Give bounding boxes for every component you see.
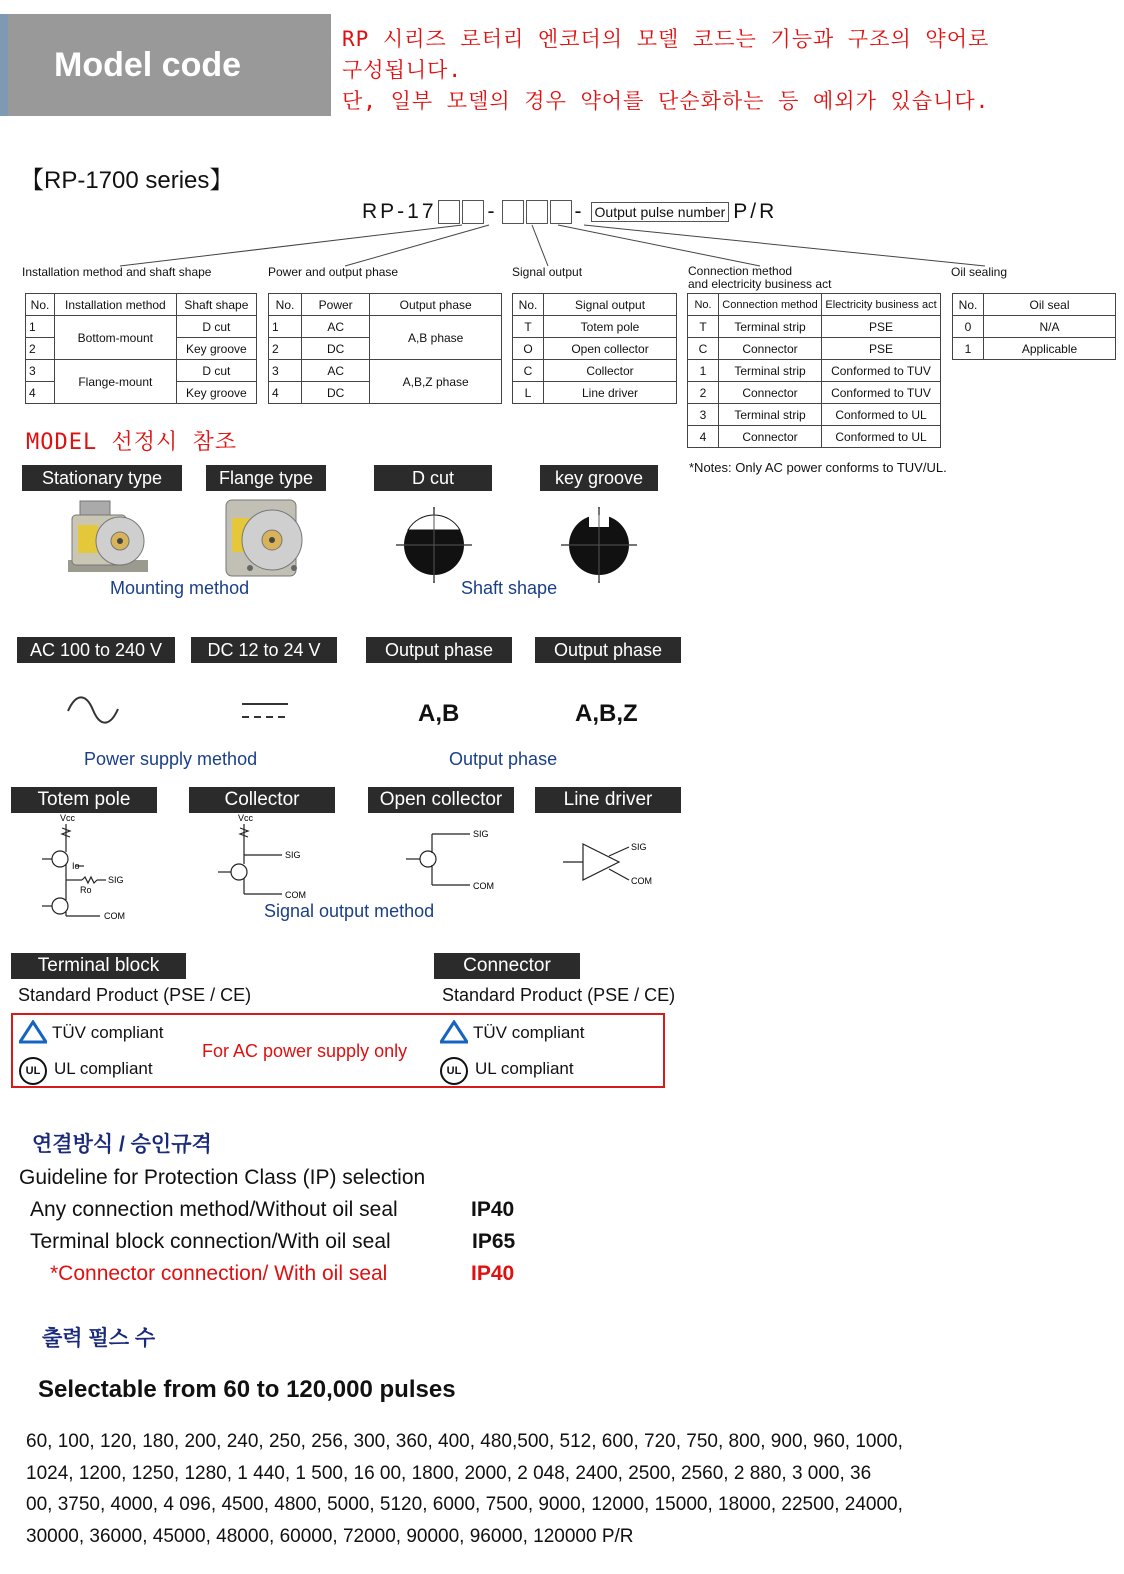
page-title: Model code [8, 14, 331, 116]
svg-text:SIG: SIG [108, 875, 124, 885]
label-keygroove: key groove [540, 465, 658, 491]
install-table: No. Installation method Shaft shape 1 Bottom-mount D cut 2 Key groove 3 Flange-mount D cut 4 Key groove [25, 293, 257, 404]
label-terminal-block: Terminal block [11, 953, 186, 979]
label-flange: Flange type [206, 465, 326, 491]
label-open-collector: Open collector [368, 787, 514, 813]
oil-table: No. Oil seal 0 N/A 1 Applicable [952, 293, 1116, 360]
label-collector: Collector [189, 787, 335, 813]
signal-table: No. Signal output T Totem pole O Open collector C Collector L Line driver [512, 293, 677, 404]
ip-row-value: IP40 [471, 1262, 515, 1285]
connection-table: No. Connection method Electricity business act T Terminal strip PSE C Connector PSE 1 Terminal strip Conformed to TUV 2 Connector Conformed to TUV 3 Terminal strip Conformed to UL 4 Connector Conformed to UL [687, 293, 941, 448]
series-title: 【RP-1700 series】 [20, 167, 234, 194]
pulses-list: 60, 100, 120, 180, 200, 240, 250, 256, 300, 360, 400, 480,500, 512, 600, 720, 750, 800, 900, 960, 1000, 1024, 1200, 1250, 1280, 1 440, 1 500, 16 00, 1800, 2000, 2 048, 2400, 2500, 2560, 2 880, 3 000, 36 00, 3750, 4000, 4 096, 4500, 4800, 5000, 5120, 6000, 7500, 9000, 12000, 15000, 18000, 22500, 24000, 30000, 36000, 45000, 48000, 60000, 72000, 90000, 96000, 120000 P/R [26, 1431, 903, 1547]
dcut-shaft-icon [396, 507, 472, 583]
model-ref-heading: MODEL 선정시 참조 [26, 430, 237, 455]
category-install: Installation method and shaft shape [22, 265, 212, 279]
model-code-pattern: RP-17 - - Output pulse number P/R [362, 200, 778, 223]
svg-text:COM: COM [473, 881, 494, 891]
caption-shaft: Shaft shape [461, 578, 558, 598]
label-output-phase-1: Output phase [366, 637, 512, 663]
label-output-phase-2: Output phase [535, 637, 681, 663]
pulses-title: Selectable from 60 to 120,000 pulses [38, 1376, 456, 1403]
svg-text:Io: Io [72, 861, 80, 871]
tuv-logo-icon [440, 1020, 468, 1044]
caption-mounting: Mounting method [110, 578, 250, 598]
label-stationary: Stationary type [22, 465, 182, 491]
ul-logo-icon: UL [440, 1057, 468, 1085]
category-power: Power and output phase [268, 265, 399, 279]
header-description: RP 시리즈 로터리 엔코더의 모델 코드는 기능과 구조의 약어로 구성됩니다. 단, 일부 모델의 경우 약어를 단순화하는 등 예외가 있습니다. [342, 27, 990, 113]
dc-symbol-icon [240, 700, 290, 722]
flange-encoder-image [220, 492, 310, 582]
totem-pole-circuit [30, 812, 140, 922]
caption-power: Power supply method [84, 749, 258, 769]
ip-kr-title: 연결방식 / 승인규격 [32, 1133, 212, 1156]
ip-row-value: IP65 [472, 1230, 516, 1253]
svg-text:COM: COM [631, 876, 652, 886]
ul-compliant-left: UL compliant [54, 1059, 153, 1078]
phase-abz: A,B,Z [575, 700, 638, 727]
svg-text:SIG: SIG [473, 829, 489, 839]
ul-compliant-right: UL compliant [475, 1059, 574, 1078]
category-oil: Oil sealing [951, 265, 1008, 279]
stationary-encoder-image [58, 495, 158, 581]
label-dc: DC 12 to 24 V [191, 637, 337, 663]
category-connection: Connection method and electricity business act [688, 264, 832, 291]
ac-note: *Notes: Only AC power conforms to TUV/UL. [689, 460, 947, 475]
label-dcut: D cut [374, 465, 492, 491]
ip-title: Guideline for Protection Class (IP) selection [19, 1166, 426, 1189]
svg-text:SIG: SIG [631, 842, 647, 852]
ip-row-label: Terminal block connection/With oil seal [30, 1230, 391, 1253]
power-table: No. Power Output phase 1 AC A,B phase 2 DC 3 AC A,B,Z phase 4 DC [268, 293, 502, 404]
ip-row-label: *Connector connection/ With oil seal [50, 1262, 388, 1285]
ul-logo-icon: UL [19, 1057, 47, 1085]
code-connector-lines [0, 0, 1124, 280]
ac-wave-icon [66, 695, 120, 725]
connector-standard: Standard Product (PSE / CE) [442, 985, 676, 1005]
svg-text:COM: COM [285, 890, 306, 900]
tuv-logo-icon [19, 1020, 47, 1044]
label-totem: Totem pole [11, 787, 157, 813]
collector-circuit [212, 812, 322, 907]
label-line-driver: Line driver [535, 787, 681, 813]
caption-signal: Signal output method [264, 901, 435, 921]
ip-row-value: IP40 [471, 1198, 515, 1221]
category-signal: Signal output [512, 265, 583, 279]
ip-row-label: Any connection method/Without oil seal [30, 1198, 398, 1221]
terminal-standard: Standard Product (PSE / CE) [18, 985, 252, 1005]
ac-only-note: For AC power supply only [202, 1041, 408, 1061]
label-connector: Connector [434, 953, 580, 979]
keygroove-shaft-icon [561, 507, 637, 583]
svg-text:Vcc: Vcc [60, 813, 76, 823]
svg-text:Ro: Ro [80, 885, 92, 895]
pulses-kr-title: 출력 펄스 수 [42, 1327, 156, 1350]
tuv-compliant-right: TÜV compliant [473, 1023, 585, 1042]
caption-phase: Output phase [449, 749, 558, 769]
phase-ab: A,B [418, 700, 460, 727]
label-ac: AC 100 to 240 V [17, 637, 175, 663]
tuv-compliant-left: TÜV compliant [52, 1023, 164, 1042]
svg-text:Vcc: Vcc [238, 813, 254, 823]
line-driver-circuit [563, 836, 673, 891]
open-collector-circuit [400, 825, 510, 895]
svg-text:COM: COM [104, 911, 125, 921]
svg-text:SIG: SIG [285, 850, 301, 860]
